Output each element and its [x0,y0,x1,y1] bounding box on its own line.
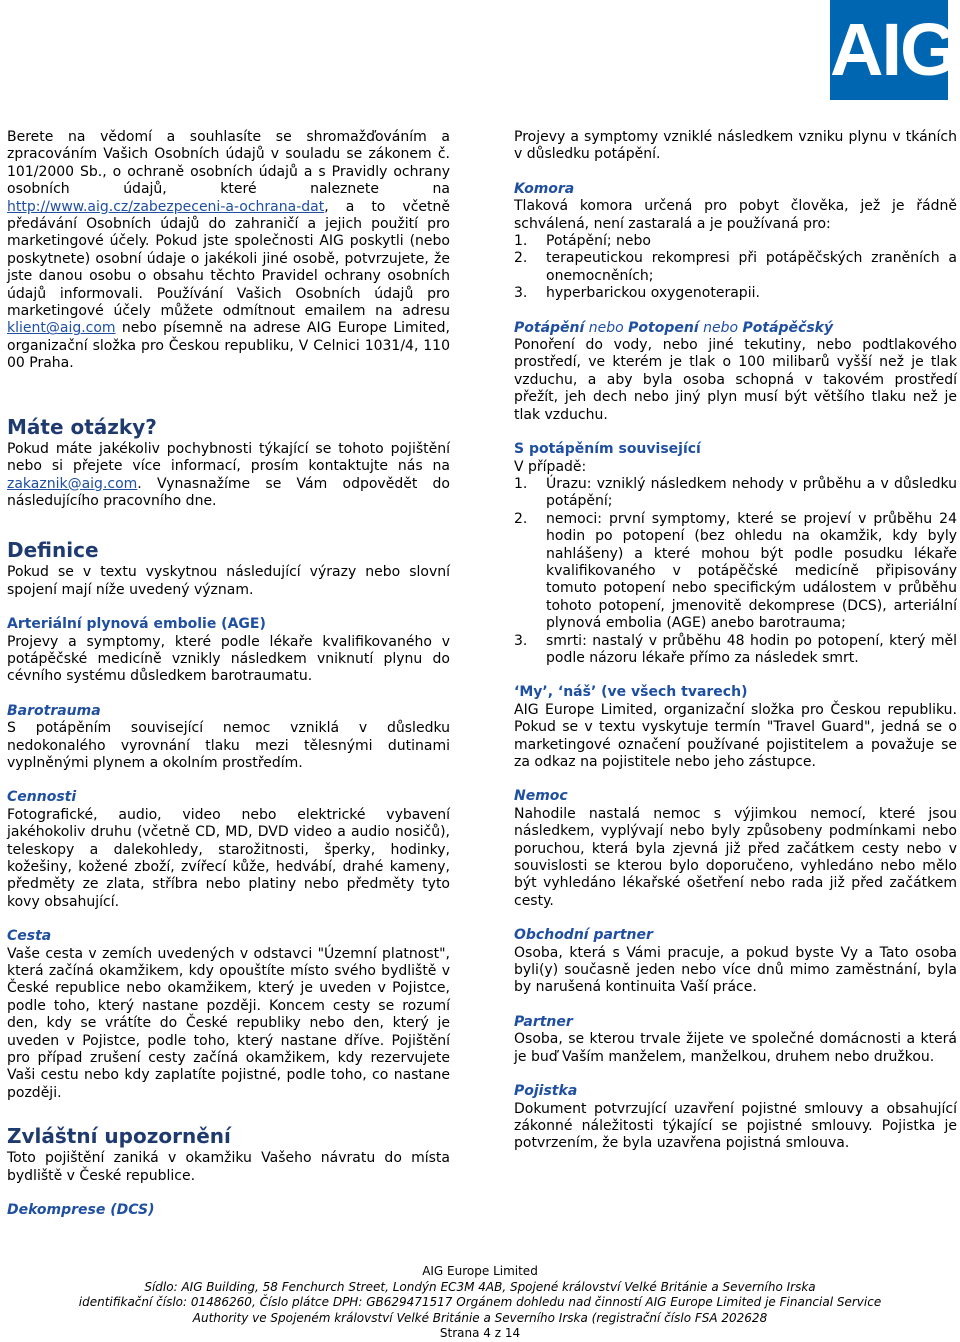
term-nebo-2: nebo [703,319,739,336]
term-nebo-1: nebo [588,319,624,336]
privacy-text-2: , a to včetně předávání Osobních údajů do zahraničí a jejich použití pro marketingové účely. Pokud jste společnosti AIG poskytli (nebo poskytnete) osobní údaje o jakékoli jiné osobě, potvrzujete, že jste danou osobu o obsahu těchto Pravidel ochrany osobních údajů informovali. Používání Vašich Osobních údajů pro marketingové účely můžete odmítnout emailem na adresu [7,198,450,320]
privacy-paragraph [7,129,450,373]
komora-list [514,233,957,303]
list-text: hyperbarickou oxygenoterapii. [546,285,760,302]
footer-company: AIG Europe Limited [422,1264,538,1278]
term-obchodni-title: Obchodní partner [514,927,653,944]
term-cesta-title: Cesta [7,928,52,945]
term-potapeni [514,320,957,337]
definitions-intro: Pokud se v textu vyskytnou následující výrazy nebo slovní spojení mají níže uvedený význam. [7,564,450,598]
def-cesta: Vaše cesta v zemích uvedených v odstavci "Územní platnost", která začíná okamžikem, kdy opouštíte místo svého bydliště v České republice nebo okamžikem, který je uveden v Pojistce, podle toho, který nastane později. Koncem cesty se rozumí den, kdy se vrátíte do České republiky nebo den, který je uveden v Pojistce, podle toho, který nastane dříve. Pojištění pro případ zrušení cesty začíná okamžikem, kdy rezervujete Vaši cestu nebo kdy zaplatíte pojistné, podle toho, co nastane později. [7,945,450,1101]
def-obchodni-partner: Osoba, která s Vámi pracuje, a pokud byste Vy a Tato osoba byli(y) současně jeden nebo více dnů mimo zaměstnání, byla by narušená kontinuita Vaší práce. [514,944,957,996]
term-dekomprese [7,1202,450,1219]
term-barotrauma [7,703,450,720]
list-number: 1. [514,475,528,492]
list-item [514,633,957,668]
term-komora [514,181,957,198]
term-potapeni-title: Potápění [514,319,585,336]
term-cennosti-title: Cennosti [7,789,77,806]
list-number: 1. [514,233,528,250]
term-my-title: ‘My’, ‘náš’ (ve všech tvarech) [514,684,748,701]
def-my: AIG Europe Limited, organizační složka pro Českou republiku. Pokud se v textu vyskytuje termín "Travel Guard", jedná se o marketingové označení používané pojistitelem a považuje se za odkaz na pojistitele nebo jeho zástupce. [514,701,957,770]
term-pojistka [514,1083,957,1100]
privacy-link[interactable]: http://www.aig.cz/zabezpeceni-a-ochrana-dat [7,198,325,215]
term-nemoc [514,788,957,805]
term-souvisejici-title: S potápěním související [514,441,701,458]
right-column [514,129,957,1153]
def-dekomprese: Projevy a symptomy vzniklé následkem vzniku plynu v tkáních v důsledku potápění. [514,129,957,163]
list-number: 2. [514,510,528,527]
privacy-text-1: Berete na vědomí a souhlasíte se shromažďováním a zpracováním Vašich Osobních údajů v souladu se zákonem č. 101/2000 Sb., o ochraně osobních údajů a s Pravidly ochrany osobních údajů, které naleznete na [7,129,450,198]
logo-text: AIG [830,8,956,91]
list-text: nemoci: první symptomy, které se projeví v průběhu 24 hodin po potopení (bez ohledu na okamžik, kdy byly nahlášeny) a které mohou být podle posudku lékaře kvalifikovaného v potápěčské medicíně připisovány tomuto potopení nebo specifickým událostem v průběhu tohoto potopení, jmenovitě dekomprese (DCS), arteriální plynová embolia (AGE) anebo barotrauma; [546,510,957,632]
def-potapeni: Ponoření do vody, nebo jiné tekutiny, nebo podtlakového prostředí, ve kterém je tlak o 100 milibarů vyšší než je tlak vzduchu, a aby byla osoba schopná v takovém prostředí přežít, jeh dech nebo jiný plyn musí být většího tlaku než je tlak vzduchu. [514,337,957,423]
left-column [7,129,450,1220]
term-nemoc-title: Nemoc [514,788,568,805]
term-souvisejici [514,441,957,458]
def-nemoc: Nahodile nastalá nemoc s výjimkou nemocí, které jsou následkem, vyplývají nebo byly způsobeny podmínkami nebo poruchou, která byla zjevná již před začátkem cesty nebo v souvislosti se kterou bylo doporučeno, vyhledáno nebo mělo být vyhledáno lékařské ošetření nebo rada již před začátkem cesty. [514,805,957,909]
term-obchodni-partner [514,927,957,944]
special-notice-heading: Zvláštní upozornění [7,1124,231,1149]
questions-text-2: . Vynasnažíme se Vám odpovědět do následujícího pracovního dne. [7,475,450,509]
def-barotrauma: S potápěním související nemoc vzniklá v důsledku nedokonalého vyrovnání tlaku mezi tělesnými dutinami vyplněnými plynem a okolním prostředím. [7,720,450,771]
def-age: Projevy a symptomy, které podle lékaře kvalifikovaného v potápěčské medicíně vznikly následkem vniknutí plynu do cévního systému důsledkem barotraumatu. [7,633,450,685]
privacy-text-3: nebo písemně na adrese AIG Europe Limited, organizační složka pro Českou republiku, V Celnici 1031/4, 110 00 Praha. [7,320,450,372]
def-souvisejici: V případě: [514,458,587,475]
def-pojistka: Dokument potvrzující uzavření pojistné smlouvy a obsahující zákonné náležitosti týkající se pojistné smlouvy. Pojistka je potvrzením, že byla uzavřena pojistná smlouva. [514,1100,957,1152]
term-my [514,684,957,701]
list-item [514,233,957,250]
footer-registration: identifikační číslo: 01486260, Číslo plátce DPH: GB629471517 Orgánem dohledu nad činností AIG Europe Limited je Financial Service [78,1295,882,1309]
term-cennosti [7,789,450,806]
term-pojistka-title: Pojistka [514,1083,578,1100]
term-komora-title: Komora [514,180,575,197]
footer-address: Sídlo: AIG Building, 58 Fenchurch Street, Londýn EC3M 4AB, Spojené království Velké Británie a Severního Irska [144,1279,816,1294]
term-partner-title: Partner [514,1013,573,1030]
page-number: Strana 4 z 14 [439,1326,521,1340]
term-cesta [7,928,450,945]
questions-paragraph [7,441,450,511]
term-age [7,616,450,633]
list-text: Potápění; nebo [546,233,651,250]
list-text: terapeutickou rekompresi při potápěčských zraněních a onemocněních; [546,250,957,284]
questions-heading: Máte otázky? [7,414,157,439]
term-partner [514,1014,957,1031]
term-potapecsky-title: Potápěčský [742,319,834,336]
def-komora: Tlaková komora určená pro pobyt člověka, jež je řádně schválená, není zastaralá a je používaná pro: [514,198,957,232]
def-cennosti: Fotografické, audio, video nebo elektrické vybavení jakéhokoliv druhu (včetně CD, MD, DVD video a audio nosičů), teleskopy a dalekohledy, starožitnosti, šperky, hodinky, kožešiny, kožené zboží, zvířecí kůže, hedvábí, drahé kameny, předměty ze zlata, stříbra nebo platiny nebo předměty tyto kovy obsahující. [7,806,450,910]
list-number: 3. [514,285,528,302]
client-email-link[interactable]: klient@aig.com [7,320,116,337]
list-item [514,476,957,511]
definitions-heading: Definice [7,538,99,563]
list-text: Úrazu: vzniklý následkem nehody v průběhu a v důsledku potápění; [546,475,957,510]
term-potopeni-title: Potopení [628,319,699,336]
term-dekomprese-title: Dekomprese (DCS) [7,1202,155,1219]
aig-logo [830,0,956,100]
list-item [514,285,957,302]
term-age-title: Arteriální plynová embolie (AGE) [7,616,266,633]
list-item [514,511,957,633]
customer-email-link[interactable]: zakaznik@aig.com [7,475,138,492]
list-number: 2. [514,250,528,267]
souvisejici-list [514,476,957,667]
list-text: smrti: nastalý v průběhu 48 hodin po potopení, který měl podle názoru lékaře přímo za následek smrt. [546,632,957,666]
special-notice-text: Toto pojištění zaniká v okamžiku Vašeho návratu do místa bydliště v České republice. [7,1150,450,1184]
list-item [514,250,957,285]
list-number: 3. [514,632,528,649]
term-barotrauma-title: Barotrauma [7,702,101,719]
def-partner: Osoba, se kterou trvale žijete ve společné domácnosti a která je buď Vaším manželem, manželkou, druhem nebo družkou. [514,1031,957,1065]
footer-authority: Authority ve Spojeném království Velké Británie a Severního Irska (registrační číslo FSA 202628 [192,1310,768,1325]
page-footer [0,1264,960,1342]
questions-text-1: Pokud máte jakékoliv pochybnosti týkající se tohoto pojištění nebo si přejete více informací, prosím kontaktujte nás na [7,440,450,475]
